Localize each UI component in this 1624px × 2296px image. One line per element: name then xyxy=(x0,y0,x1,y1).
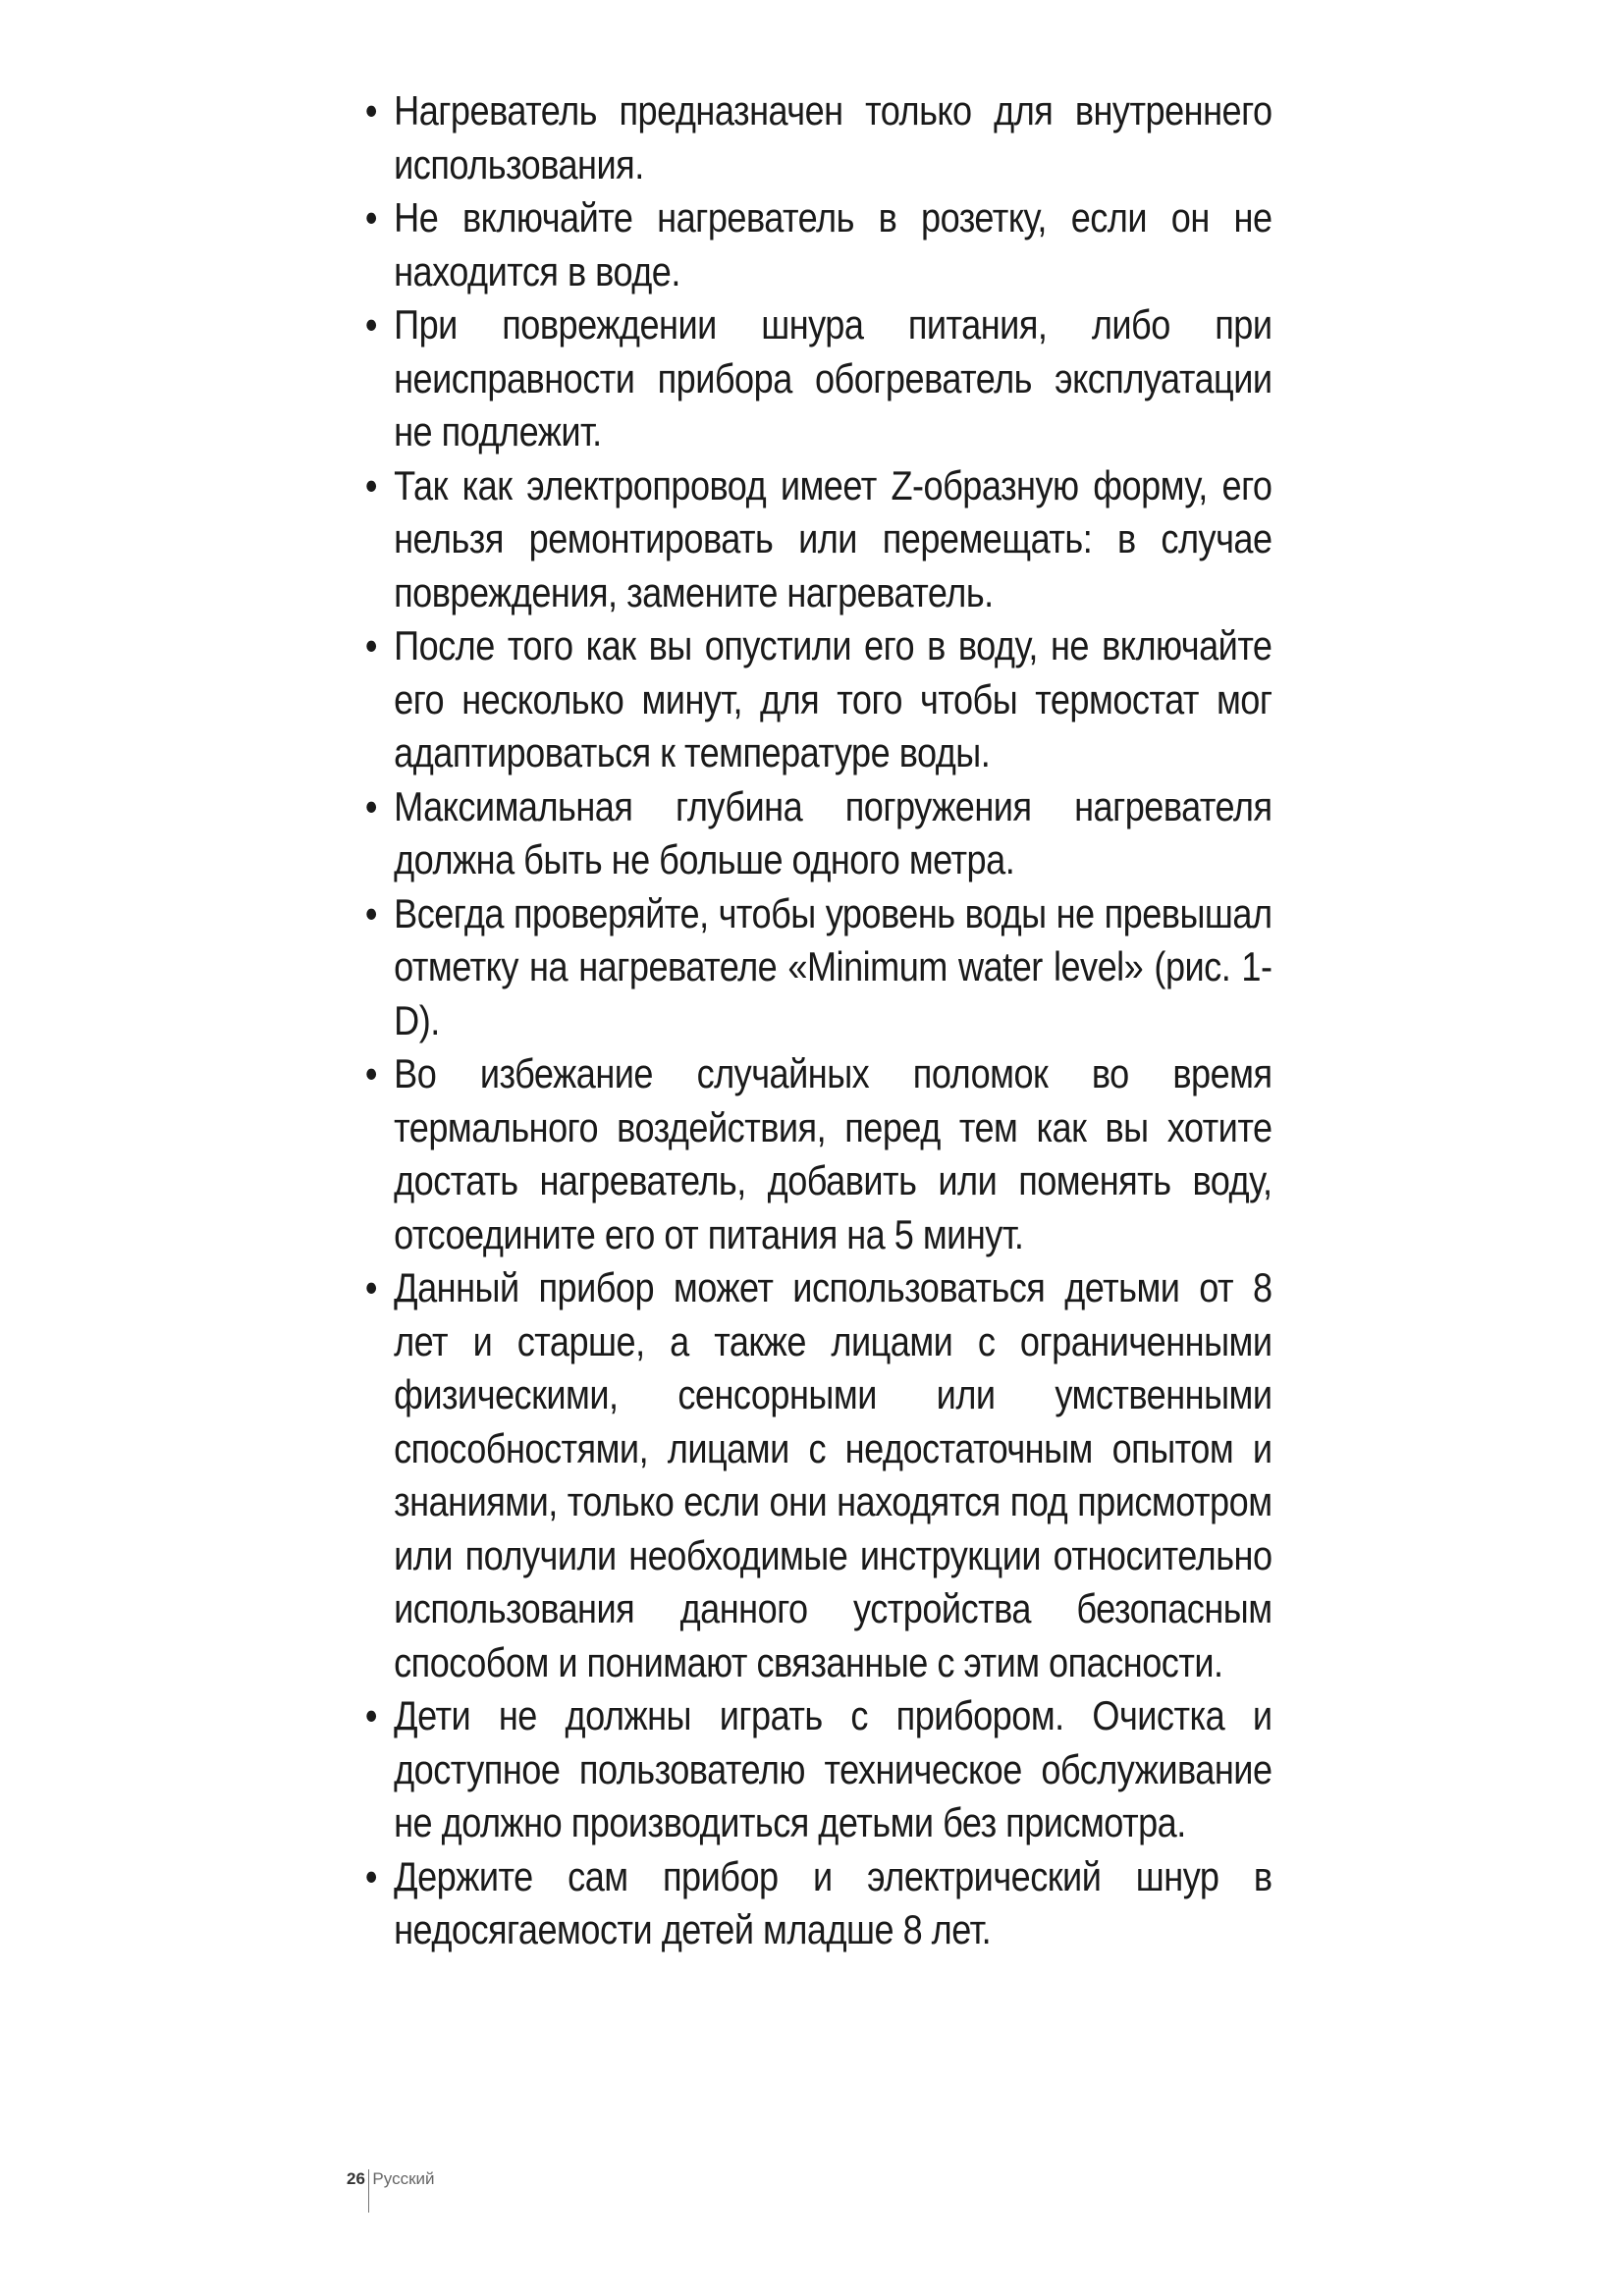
page-number: 26 xyxy=(347,2169,365,2188)
bullet: • xyxy=(364,889,378,936)
list-item xyxy=(358,887,1272,1048)
item-text: Дети не должны играть с прибором. Очистка и доступное пользователю техническое обслуживание не должно производиться детьми без присмотра. xyxy=(394,1692,1272,1845)
page-footer xyxy=(347,2169,435,2213)
item-text: При повреждении шнура питания, либо при неисправности прибора обогреватель эксплуатации не подлежит. xyxy=(394,301,1272,454)
list-item xyxy=(358,1261,1272,1689)
bullet: • xyxy=(364,622,378,668)
bullet: • xyxy=(364,782,378,829)
bullet: • xyxy=(364,301,378,347)
bullet: • xyxy=(364,1852,378,1899)
item-text: Не включайте нагреватель в розетку, если он не находится в воде. xyxy=(394,194,1272,294)
list-item xyxy=(358,619,1272,780)
bullet: • xyxy=(364,87,378,133)
bullet: • xyxy=(364,1264,378,1310)
list-item xyxy=(358,1850,1272,1957)
list-item xyxy=(358,780,1272,887)
bullet: • xyxy=(364,1692,378,1738)
bullet: • xyxy=(364,1050,378,1096)
language-label: Русский xyxy=(372,2169,435,2188)
list-item xyxy=(358,1689,1272,1850)
bullet: • xyxy=(364,194,378,240)
list-item xyxy=(358,84,1272,191)
instruction-list xyxy=(358,84,1272,1957)
item-text: Данный прибор может использоваться детьми от 8 лет и старше, а также лицами с ограниченными физическими, сенсорными или умственными способностями, лицами с недостаточным опытом и знаниями, только если они находятся под присмотром или получили необходимые инструкции относительно использования данного устройства безопасным способом и понимают связанные с этим опасности. xyxy=(394,1264,1272,1685)
footer-divider xyxy=(368,2169,370,2213)
list-item xyxy=(358,1047,1272,1261)
item-text: Во избежание случайных поломок во время термального воздействия, перед тем как вы хотите достать нагреватель, добавить или поменять воду, отсоедините его от питания на 5 минут. xyxy=(394,1050,1272,1257)
list-item xyxy=(358,191,1272,298)
bullet: • xyxy=(364,461,378,508)
item-text: После того как вы опустили его в воду, не включайте его несколько минут, для того чтобы термостат мог адаптироваться к температуре воды. xyxy=(394,622,1272,775)
item-text: Так как электропровод имеет Z-образную форму, его нельзя ремонтировать или перемещать: в случае повреждения, замените нагреватель. xyxy=(394,461,1272,615)
list-item xyxy=(358,298,1272,459)
item-text: Максимальная глубина погружения нагревателя должна быть не больше одного метра. xyxy=(394,782,1272,882)
item-text: Всегда проверяйте, чтобы уровень воды не превышал отметку на нагревателе «Minimum water level» (рис. 1-D). xyxy=(394,889,1272,1043)
item-text: Держите сам прибор и электрический шнур в недосягаемости детей младше 8 лет. xyxy=(394,1852,1272,1952)
item-text: Нагреватель предназначен только для внутреннего использования. xyxy=(394,87,1272,187)
list-item xyxy=(358,459,1272,620)
